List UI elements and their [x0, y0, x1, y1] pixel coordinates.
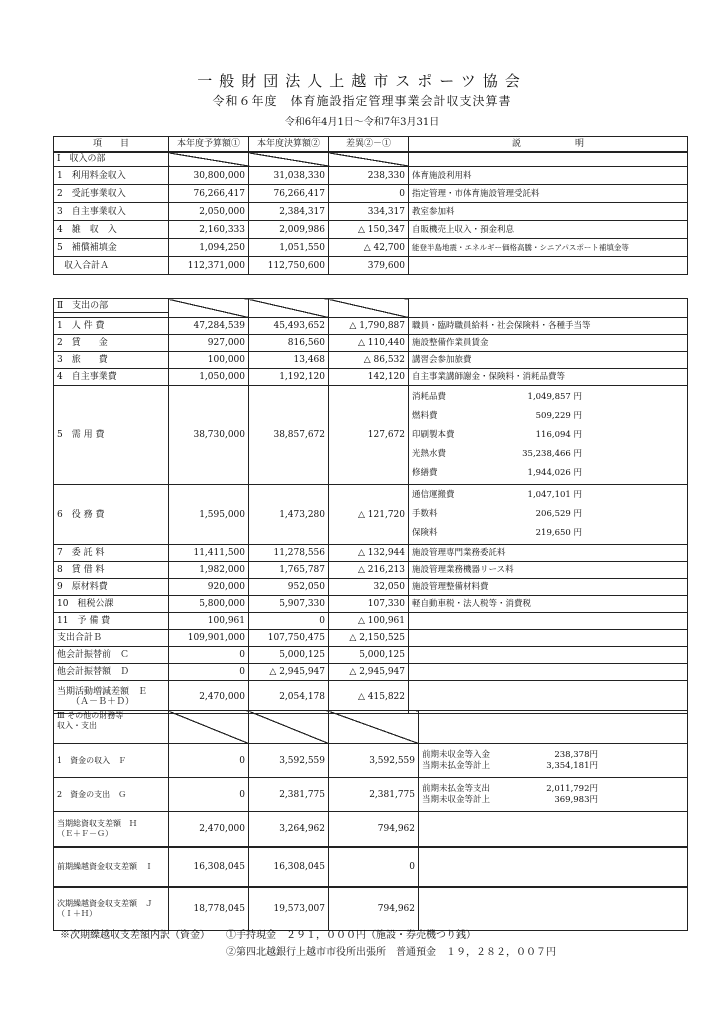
- detail-line: 保険料 219,650 円: [412, 528, 582, 538]
- row-desc-details: [409, 485, 688, 545]
- row-item: 4 雑 収 入: [54, 221, 169, 239]
- row-diff: 0: [329, 847, 419, 887]
- row-actual: 5,000,125: [249, 647, 329, 664]
- row-actual: 38,857,672: [249, 386, 329, 485]
- row-actual: 107,750,475: [249, 630, 329, 647]
- table-row: [54, 545, 688, 562]
- row-budget: 1,982,000: [169, 562, 249, 579]
- blank-cell: [409, 257, 688, 275]
- row-budget: 16,308,045: [169, 847, 249, 887]
- table-row: [54, 613, 688, 630]
- row-diff: 2,381,775: [329, 778, 419, 812]
- document-title: 一般財団法人上越市スポーツ協会: [197, 72, 527, 90]
- detail-line: 印刷製本費 116,094 円: [412, 429, 582, 440]
- row-diff: △ 216,213: [329, 562, 409, 579]
- section-header-row: [54, 299, 688, 313]
- row-diff: 5,000,125: [329, 647, 409, 664]
- row-item: 1 利用料金収入: [54, 167, 169, 185]
- row-diff: △ 2,150,525: [329, 630, 409, 647]
- table-row: [54, 352, 688, 369]
- row-desc-details: [409, 386, 688, 485]
- row-diff: △ 150,347: [329, 221, 409, 239]
- row-actual: 112,750,600: [249, 257, 329, 275]
- row-item: 当期活動増減差額 Ｅ （Ａ－Ｂ＋Ｄ）: [54, 681, 169, 714]
- other-financial-table: [53, 710, 688, 931]
- row-diff: △ 121,720: [329, 485, 409, 545]
- row-actual: 5,907,330: [249, 596, 329, 613]
- row-actual: 16,308,045: [249, 847, 329, 887]
- row-budget: 112,371,000: [169, 257, 249, 275]
- row-diff: 127,672: [329, 386, 409, 485]
- row-diff: 142,120: [329, 369, 409, 386]
- row-diff: 32,050: [329, 579, 409, 596]
- table-row: [54, 887, 688, 931]
- table-row: [54, 369, 688, 386]
- row-diff: △ 1,790,887: [329, 318, 409, 335]
- diagonal-cell: [169, 711, 249, 744]
- footnote-line-2: ②第四北越銀行上越市市役所出張所 普通預金 １９，２８２，００７円: [226, 947, 556, 958]
- row-actual: 1,051,550: [249, 239, 329, 257]
- col-diff-header: 差異②－①: [329, 137, 409, 152]
- row-item: 2 賃 金: [54, 335, 169, 352]
- blank-cell: [419, 847, 688, 887]
- row-actual: 1,473,280: [249, 485, 329, 545]
- row-desc: 軽自動車税・法人税等・消費税: [409, 596, 688, 613]
- income-total-row: [54, 257, 688, 275]
- table-row: [54, 185, 688, 203]
- row-diff: 334,317: [329, 203, 409, 221]
- row-budget: 47,284,539: [169, 318, 249, 335]
- row-desc: 施設管理業務機器リース料: [409, 562, 688, 579]
- table-row: [54, 562, 688, 579]
- row-desc-details: [419, 744, 688, 778]
- table-row: [54, 239, 688, 257]
- col-item-header: 項 目: [54, 137, 169, 152]
- detail-line: 燃料費 509,229 円: [412, 410, 582, 421]
- row-budget: 109,901,000: [169, 630, 249, 647]
- row-actual: 1,765,787: [249, 562, 329, 579]
- row-budget: 18,778,045: [169, 887, 249, 931]
- blank-cell: [419, 887, 688, 931]
- detail-line: 前期未収金等入金 238,378円: [422, 749, 598, 760]
- table-row: [54, 664, 688, 681]
- diagonal-cell: [329, 711, 419, 744]
- row-actual: 3,592,559: [249, 744, 329, 778]
- row-diff: 0: [329, 185, 409, 203]
- row-item: 他会計振替前 Ｃ: [54, 647, 169, 664]
- row-item: 収入合計Ａ: [54, 257, 169, 275]
- row-item: 当期総資収支差額 Ｈ （Ｅ＋Ｆ－Ｇ）: [54, 812, 169, 847]
- row-actual: 0: [249, 613, 329, 630]
- row-desc: 施設整備作業員賃金: [409, 335, 688, 352]
- row-item: 4 自主事業費: [54, 369, 169, 386]
- expense-section-label: Ⅱ 支出の部: [54, 299, 169, 313]
- row-actual: 1,192,120: [249, 369, 329, 386]
- row-budget: 2,470,000: [169, 812, 249, 847]
- row-desc: [409, 613, 688, 630]
- row-budget: 76,266,417: [169, 185, 249, 203]
- blank-cell: [409, 681, 688, 714]
- row-item: 6 役 務 費: [54, 485, 169, 545]
- row-desc-details: [419, 778, 688, 812]
- col-budget-header: 本年度予算額①: [169, 137, 249, 152]
- footnote-label: ※次期繰越収支差額内訳（資金）: [60, 930, 210, 941]
- row-item: 3 旅 費: [54, 352, 169, 369]
- table-row: [54, 778, 688, 812]
- section-header-row: [54, 711, 688, 744]
- row-actual: 76,266,417: [249, 185, 329, 203]
- income-table: [53, 136, 688, 275]
- section-header-row: [54, 152, 688, 167]
- row-diff: △ 100,961: [329, 613, 409, 630]
- row-item: 7 委 託 料: [54, 545, 169, 562]
- row-item: 10 租税公課: [54, 596, 169, 613]
- other-section-label: Ⅲ その他の財務等 収入・支出: [54, 711, 169, 744]
- row-budget: 0: [169, 778, 249, 812]
- diagonal-cell: [329, 152, 409, 167]
- detail-line: 消耗品費 1,049,857 円: [412, 391, 582, 402]
- row-item: 1 資金の収入 Ｆ: [54, 744, 169, 778]
- row-item: 1 人 件 費: [54, 318, 169, 335]
- table-row: [54, 386, 688, 485]
- row-budget: 1,595,000: [169, 485, 249, 545]
- detail-line: 修繕費 1,944,026 円: [412, 467, 582, 478]
- table-row: [54, 335, 688, 352]
- col-actual-header: 本年度決算額②: [249, 137, 329, 152]
- blank-cell: [409, 299, 688, 318]
- detail-line: 当期未払金等計上 3,354,181円: [422, 760, 598, 771]
- fiscal-period: 令和6年4月1日～令和7年3月31日: [284, 117, 440, 128]
- diagonal-cell: [169, 299, 249, 318]
- row-diff: 238,330: [329, 167, 409, 185]
- diagonal-cell: [249, 711, 329, 744]
- row-budget: 0: [169, 647, 249, 664]
- footnote-line-1: ①手持現金 ２９１，０００円（施設・券売機つり銭）: [226, 930, 476, 941]
- row-budget: 11,411,500: [169, 545, 249, 562]
- detail-line: 通信運搬費 1,047,101 円: [412, 490, 582, 500]
- blank-cell: [419, 812, 688, 847]
- row-diff: 3,592,559: [329, 744, 419, 778]
- row-budget: 2,470,000: [169, 681, 249, 714]
- row-diff: △ 86,532: [329, 352, 409, 369]
- row-budget: 1,050,000: [169, 369, 249, 386]
- row-budget: 2,160,333: [169, 221, 249, 239]
- row-actual: 2,054,178: [249, 681, 329, 714]
- row-actual: 2,384,317: [249, 203, 329, 221]
- blank-cell: [409, 152, 688, 167]
- row-diff: △ 132,944: [329, 545, 409, 562]
- row-item: 5 補償補填金: [54, 239, 169, 257]
- row-diff: 379,600: [329, 257, 409, 275]
- row-budget: 5,800,000: [169, 596, 249, 613]
- row-actual: 45,493,652: [249, 318, 329, 335]
- row-actual: △ 2,945,947: [249, 664, 329, 681]
- row-budget: 100,961: [169, 613, 249, 630]
- row-actual: 11,278,556: [249, 545, 329, 562]
- row-item: 他会計振替額 Ｄ: [54, 664, 169, 681]
- row-diff: △ 415,822: [329, 681, 409, 714]
- table-row: [54, 167, 688, 185]
- row-budget: 30,800,000: [169, 167, 249, 185]
- row-desc: 体育施設利用料: [409, 167, 688, 185]
- row-budget: 1,094,250: [169, 239, 249, 257]
- row-item: 2 受託事業収入: [54, 185, 169, 203]
- row-desc: 指定管理・市体育施設管理受託料: [409, 185, 688, 203]
- row-actual: 13,468: [249, 352, 329, 369]
- row-actual: 31,038,330: [249, 167, 329, 185]
- document-subtitle: 令和６年度 体育施設指定管理事業会計収支決算書: [212, 94, 512, 108]
- row-desc: 講習会参加旅費: [409, 352, 688, 369]
- diagonal-cell: [329, 299, 409, 318]
- row-budget: 2,050,000: [169, 203, 249, 221]
- income-section-label: Ⅰ 収入の部: [54, 152, 169, 167]
- table-row: [54, 812, 688, 847]
- row-budget: 38,730,000: [169, 386, 249, 485]
- row-diff: △ 2,945,947: [329, 664, 409, 681]
- table-row: [54, 579, 688, 596]
- row-diff: 107,330: [329, 596, 409, 613]
- table-row: [54, 744, 688, 778]
- net-change-row: [54, 681, 688, 714]
- col-desc-header: 説 明: [409, 137, 688, 152]
- row-desc: 施設管理専門業務委託料: [409, 545, 688, 562]
- row-actual: 3,264,962: [249, 812, 329, 847]
- table-row: [54, 647, 688, 664]
- row-item: 2 資金の支出 Ｇ: [54, 778, 169, 812]
- row-budget: 0: [169, 664, 249, 681]
- row-item: 3 自主事業収入: [54, 203, 169, 221]
- row-actual: 2,009,986: [249, 221, 329, 239]
- row-desc: 施設管理整備材料費: [409, 579, 688, 596]
- table-row: [54, 485, 688, 545]
- row-item: 次期繰越資金収支差額 Ｊ （Ｉ＋Ｈ）: [54, 887, 169, 931]
- row-actual: 2,381,775: [249, 778, 329, 812]
- row-desc: 職員・臨時職員給料・社会保険料・各種手当等: [409, 318, 688, 335]
- row-item: 11 予 備 費: [54, 613, 169, 630]
- row-desc: 自販機売上収入・預金利息: [409, 221, 688, 239]
- detail-line: 当期未収金等計上 369,983円: [422, 794, 598, 805]
- diagonal-cell: [169, 152, 249, 167]
- row-actual: 816,560: [249, 335, 329, 352]
- table-row: [54, 221, 688, 239]
- row-diff: △ 110,440: [329, 335, 409, 352]
- diagonal-cell: [249, 152, 329, 167]
- table-row: [54, 630, 688, 647]
- row-item: 9 原材料費: [54, 579, 169, 596]
- expense-table: [53, 298, 688, 714]
- detail-line: 手数料 206,529 円: [412, 509, 582, 519]
- row-desc: 教室参加料: [409, 203, 688, 221]
- row-actual: 952,050: [249, 579, 329, 596]
- row-budget: 920,000: [169, 579, 249, 596]
- table-row: [54, 318, 688, 335]
- blank-cell: [419, 711, 688, 744]
- table-row: [54, 847, 688, 887]
- table-row: [54, 596, 688, 613]
- diagonal-cell: [249, 299, 329, 318]
- row-budget: 100,000: [169, 352, 249, 369]
- row-desc: [409, 647, 688, 664]
- detail-line: 光熱水費 35,238,466 円: [412, 448, 582, 459]
- row-item: 支出合計Ｂ: [54, 630, 169, 647]
- row-diff: 794,962: [329, 812, 419, 847]
- row-actual: 19,573,007: [249, 887, 329, 931]
- row-budget: 0: [169, 744, 249, 778]
- row-diff: △ 42,700: [329, 239, 409, 257]
- row-desc: [409, 664, 688, 681]
- row-desc: 能登半島地震・エネルギー価格高騰・シニアパスポート補填金等: [409, 239, 688, 257]
- column-header-row: [54, 137, 688, 152]
- row-budget: 927,000: [169, 335, 249, 352]
- detail-line: 前期未払金等支出 2,011,792円: [422, 783, 598, 794]
- row-item: 8 賃 借 料: [54, 562, 169, 579]
- row-desc: [409, 630, 688, 647]
- row-diff: 794,962: [329, 887, 419, 931]
- table-row: [54, 203, 688, 221]
- row-item: 前期繰越資金収支差額 Ｉ: [54, 847, 169, 887]
- row-desc: 自主事業講師謝金・保険料・消耗品費等: [409, 369, 688, 386]
- row-item: 5 需 用 費: [54, 386, 169, 485]
